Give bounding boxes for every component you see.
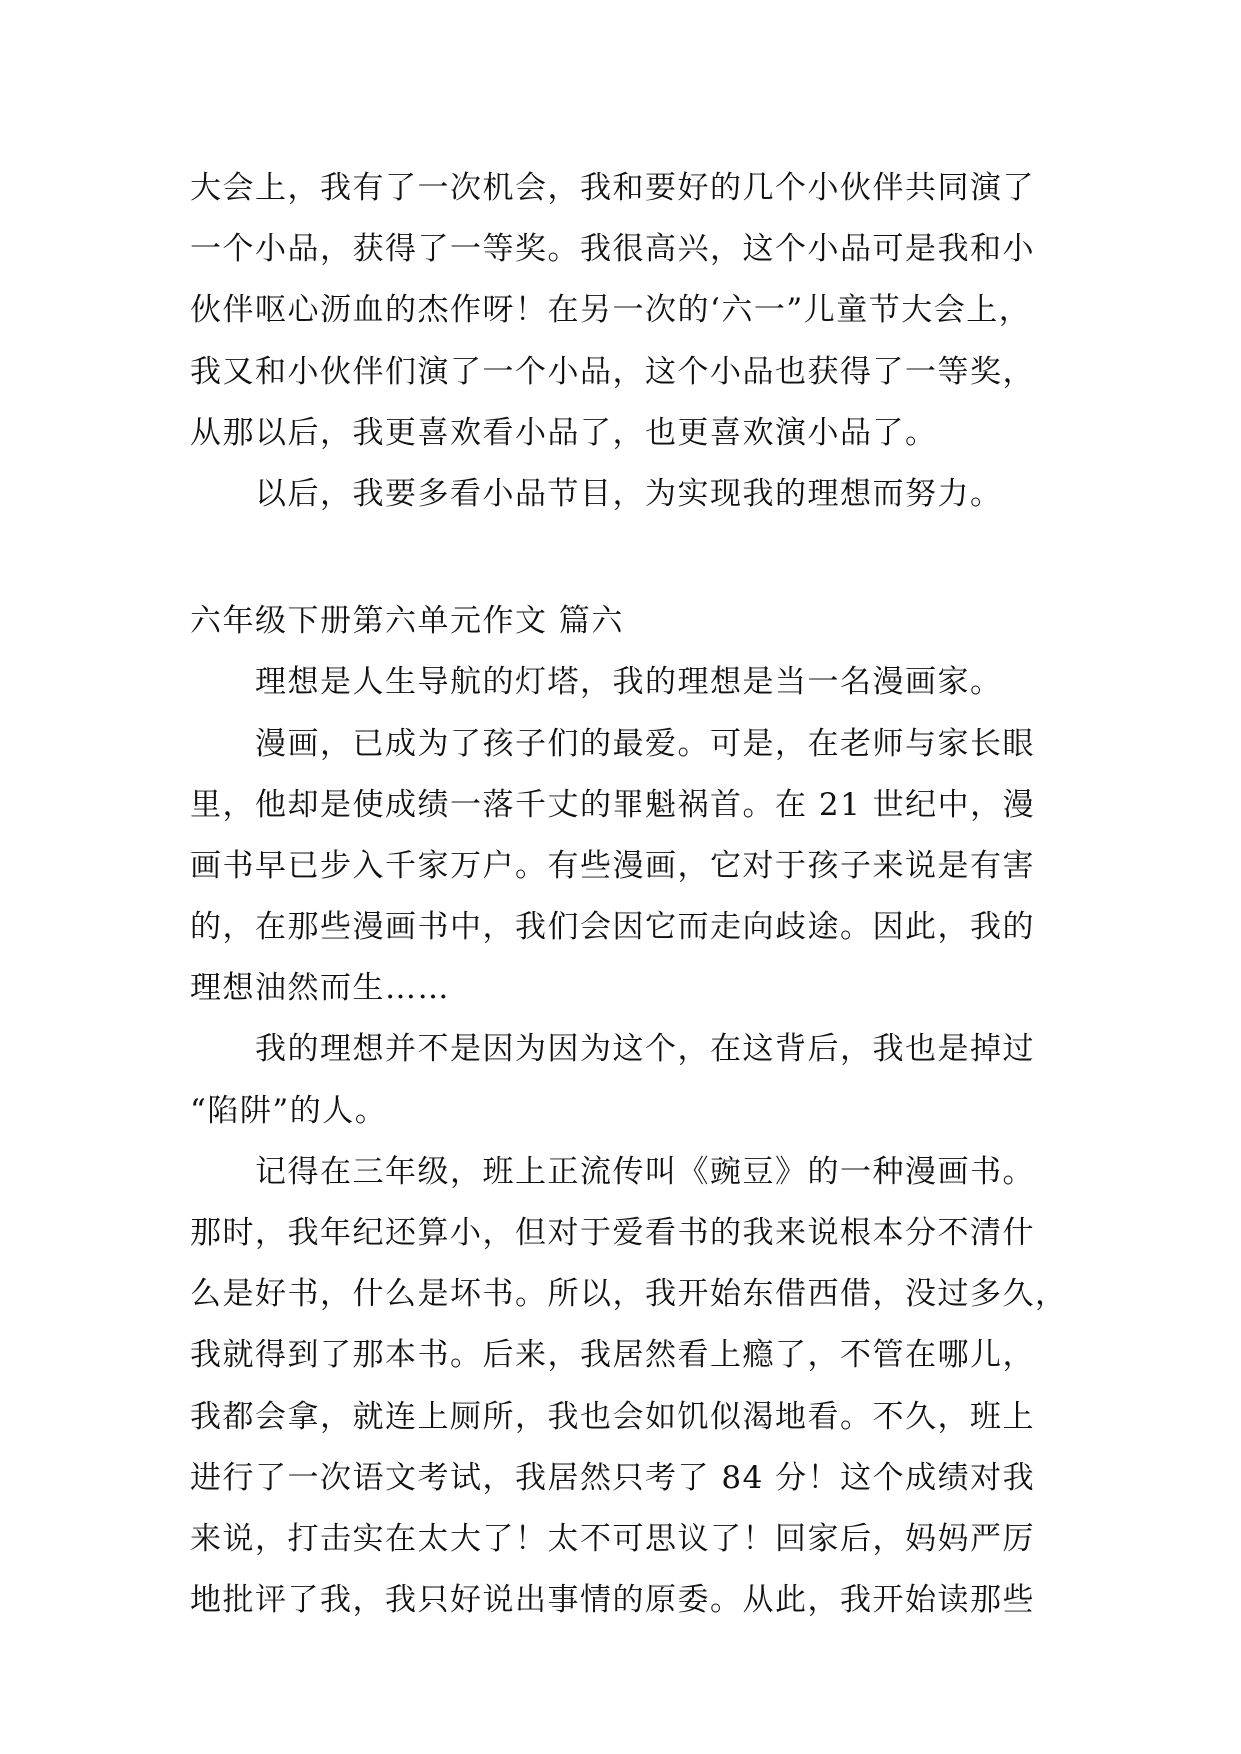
paragraph: [190, 1142, 1070, 1632]
text-line: 记得在三年级，班上正流传叫《豌豆》的一种漫画书。: [255, 1153, 1035, 1190]
text-line: 从那以后，我更喜欢看小品了，也更喜欢演小品了。: [190, 414, 938, 451]
text-line: “陷阱”的人。: [190, 1092, 388, 1129]
text-line: 一个小品，获得了一等奖。我很高兴，这个小品可是我和小: [190, 231, 1035, 268]
paragraph: [190, 158, 1070, 464]
text-line: 伙伴呕心沥血的杰作呀！在另一次的‘六一”儿童节大会上，: [190, 292, 1032, 329]
text-line: 我就得到了那本书。后来，我居然看上瘾了，不管在哪儿，: [190, 1337, 1035, 1374]
text-line: 理想是人生导航的灯塔，我的理想是当一名漫画家。: [255, 664, 1003, 701]
text-line: 么是好书，什么是坏书。所以，我开始东借西借，没过多久，: [190, 1276, 1068, 1313]
text-line: 漫画，已成为了孩子们的最爱。可是，在老师与家长眼: [255, 725, 1035, 762]
text-line: 地批评了我，我只好说出事情的原委。从此，我开始读那些: [190, 1582, 1035, 1619]
text-line: 画书早已步入千家万户。有些漫画，它对于孩子来说是有害: [190, 847, 1035, 884]
text-line: 大会上，我有了一次机会，我和要好的几个小伙伴共同演了: [190, 170, 1035, 206]
paragraph: [190, 714, 1070, 1020]
section-heading: 六年级下册第六单元作文 篇六: [190, 603, 624, 640]
paragraph: [190, 652, 1070, 713]
text-line: 理想油然而生……: [190, 970, 450, 1007]
text-line: 我的理想并不是因为因为这个，在这背后，我也是掉过: [255, 1031, 1035, 1068]
text-line: 进行了一次语文考试，我居然只考了 84 分！这个成绩对我: [190, 1459, 1036, 1496]
text-line: 的，在那些漫画书中，我们会因它而走向歧途。因此，我的: [190, 909, 1035, 946]
document-page: [190, 158, 1070, 1631]
text-line: 来说，打击实在太大了！太不可思议了！回家后，妈妈严厉: [190, 1520, 1035, 1557]
section-gap: [190, 525, 1070, 591]
text-line: 我都会拿，就连上厕所，我也会如饥似渴地看。不久，班上: [190, 1398, 1035, 1435]
text-line: 那时，我年纪还算小，但对于爱看书的我来说根本分不清什: [190, 1215, 1035, 1251]
paragraph: [190, 464, 1070, 525]
text-line: 里，他却是使成绩一落千丈的罪魁祸首。在 21 世纪中，漫: [190, 786, 1036, 823]
text-line: 我又和小伙伴们演了一个小品，这个小品也获得了一等奖，: [190, 353, 1035, 390]
text-line: 以后，我要多看小品节目，为实现我的理想而努力。: [255, 475, 1003, 512]
paragraph: [190, 1019, 1070, 1141]
